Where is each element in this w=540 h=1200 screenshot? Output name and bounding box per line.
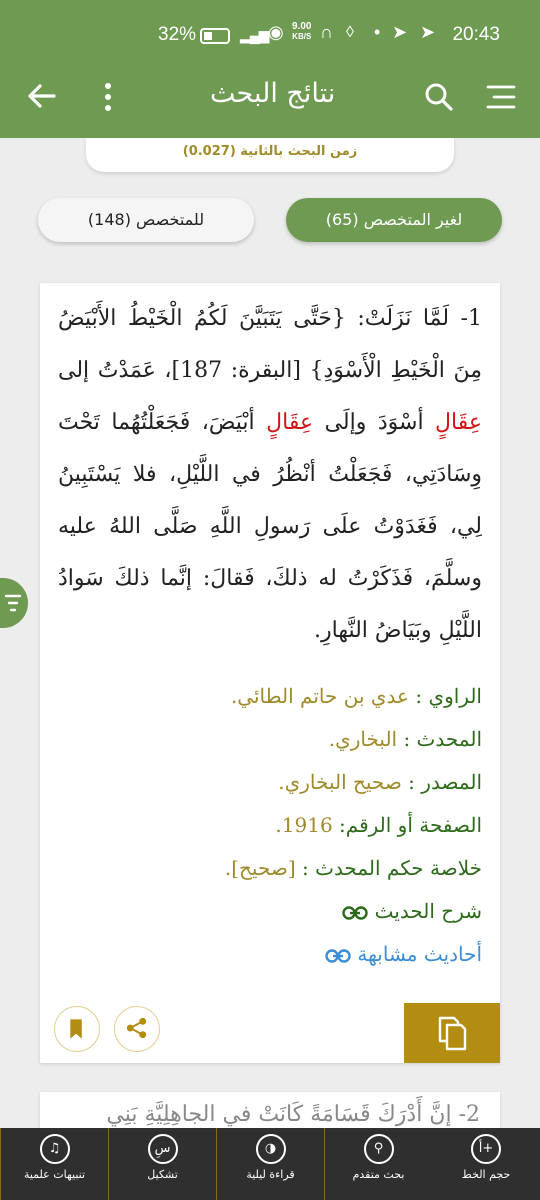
diacritics-label: تشكيل [147,1168,178,1181]
copy-button[interactable] [404,1003,500,1063]
copy-icon [404,1003,500,1063]
signal-icon: ▂▄▆ [240,27,269,43]
similar-hadiths-link-label: أحاديث مشابهة [357,942,482,966]
hadith-text-part: أبْيَضَ، فَجَعَلْتُهُما تَحْتَ وِسَادَتِي، فَجَعَلْتُ أنْظُرُ في اللَّيْلِ، فلا يَسْتَبِينُ لِي، فَغَدَوْتُ علَى رَسولِ اللَّهِ صَلَّى اللهُ عليه وسلَّمَ، فَذَكَرْتُ له ذلكَ، فَقالَ: إنَّما ذلكَ سَوادُ اللَّيْلِ وبَيَاضُ النَّهارِ. [58,410,482,643]
menu-icon[interactable] [486,84,516,110]
network-speed [292,22,311,42]
highlighted-match: عِقَالٍ [266,410,314,435]
bookmark-button[interactable] [54,1006,100,1052]
advanced-search-label: بحث متقدم [352,1168,405,1181]
meta-label: خلاصة حكم المحدث : [295,856,482,880]
explanation-link-label: شرح الحديث [374,899,482,923]
battery-percentage: 32% [158,24,197,45]
network-speed-unit: KB/S [292,32,312,41]
meta-label: الراوي : [408,684,482,708]
bookmark-icon [55,1007,99,1051]
advanced-search-icon: ⚲ [364,1134,394,1164]
similar-hadiths-link[interactable] [62,933,482,976]
bell-icon: ♫ [40,1134,70,1164]
font-size-button[interactable] [432,1128,540,1200]
night-mode-button[interactable] [216,1128,324,1200]
hadith-text-part: 1- لَمَّا نَزَلَتْ: {حَتَّى يَتَبَيَّنَ لَكُمُ الْخَيْطُ الأَبْيَضُ مِنَ الْخَيْطِ الْأَسْوَدِ} [البقرة: 187]، عَمَدْتُ إلى [58,306,482,383]
meta-label: المحدث : [397,727,482,751]
source-value[interactable]: صحيح البخاري. [278,770,402,794]
tab-non-specialist[interactable]: لغير المتخصص (65) [286,198,502,242]
hadith-text-part: أسْوَدَ وإلَى [313,410,436,435]
night-mode-label: قراءة ليلية [246,1168,295,1181]
tab-specialist[interactable]: للمتخصص (148) [38,198,254,242]
scientific-alerts-label: تنبيهات علمية [23,1168,86,1181]
more-options-icon[interactable] [100,82,116,112]
link-icon [342,906,368,920]
diacritics-icon: سِ [148,1134,178,1164]
hadith-result-card-next[interactable] [40,1092,500,1132]
telegram-icon: ➤ [392,22,408,42]
filter-button[interactable] [0,578,28,628]
muhaddith-row [62,718,482,761]
narrator-row [62,675,482,718]
highlighted-match: عِقَالٍ [435,410,482,435]
status-bar [0,0,540,56]
hadith-result-card [40,283,500,1063]
bottom-toolbar [0,1128,540,1200]
link-icon [325,949,351,963]
font-size-label: حجم الخط [461,1168,511,1181]
search-icon[interactable] [424,82,454,112]
page-title: نتائج البحث [210,78,336,109]
ruling-value: [صحيح]. [224,856,296,880]
ruling-row [62,847,482,890]
wifi-icon: ◉ [268,22,284,42]
share-icon [115,1007,159,1051]
source-row [62,761,482,804]
meta-label: المصدر : [401,770,482,794]
app-bar [0,56,540,138]
font-size-icon: أ+ [471,1134,501,1164]
notification-dot-icon: • [374,22,381,42]
muhaddith-value[interactable]: البخاري. [328,727,398,751]
scientific-alerts-button[interactable] [0,1128,108,1200]
diacritics-button[interactable] [108,1128,216,1200]
battery-icon [200,28,230,44]
clock: 20:43 [452,24,500,45]
meta-label: الصفحة أو الرقم: [332,813,482,837]
explanation-link[interactable] [62,890,482,933]
telegram-icon-2: ➤ [420,22,436,42]
drop-icon: ◊ [346,24,354,41]
page-number-row [62,804,482,847]
narrator-value[interactable]: عدي بن حاتم الطائي. [230,684,409,708]
headphone-icon: ∩ [320,22,333,42]
back-arrow-icon[interactable] [24,78,60,114]
night-mode-icon: ◑ [256,1134,286,1164]
network-speed-value: 9.00 [292,21,312,32]
hadith-text[interactable] [58,293,482,657]
advanced-search-button[interactable] [324,1128,432,1200]
filter-icon [0,578,28,628]
next-hadith-text-preview: 2- إنَّ أَدْرَكَ قَسَامَةً كَانَتْ في الجاهِلِيَّةِ بَنِي [106,1102,480,1127]
share-button[interactable] [114,1006,160,1052]
hadith-metadata [62,675,482,976]
page-number-value: 1916. [275,813,333,837]
search-time-badge: زمن البحث بالثانية (0.027) [86,138,454,172]
